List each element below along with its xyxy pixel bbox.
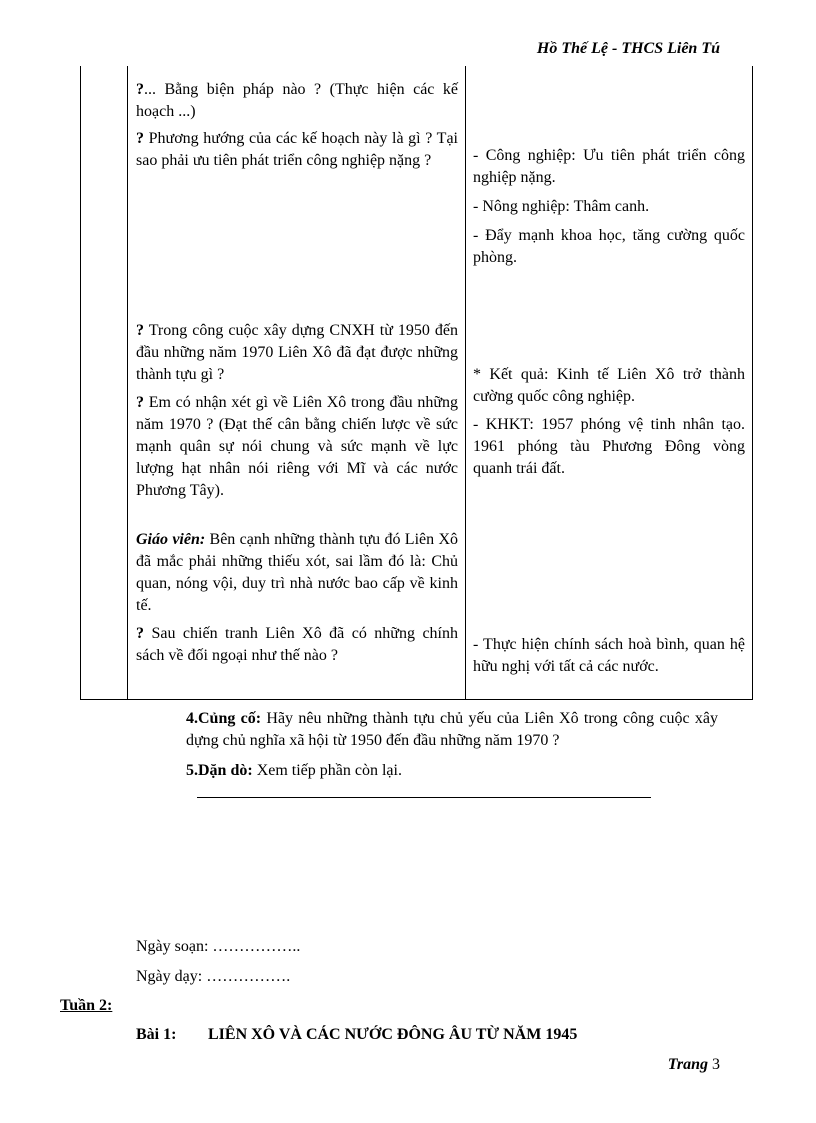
page-label: Trang	[667, 1056, 708, 1073]
teacher-note-text: Bên cạnh những thành tựu đó Liên Xô đã mắc phải những thiếu xót, sai lầm đó là: Chủ quan, nóng vội, duy trì nhà nước bao cấp về kinh tế.	[136, 531, 459, 614]
table-teacher-note-cell	[136, 529, 458, 617]
section-4-text: Hãy nêu những thành tựu chủ yếu của Liên Xô trong công cuộc xây dựng chủ nghĩa xã hội từ 1950 đến đầu những năm 1970 ?	[186, 710, 718, 749]
question-text: Phương hướng của các kế hoạch này là gì ? Tại sao phải ưu tiên phát triển công nghiệp nặng ?	[136, 130, 458, 169]
table-answer-cell: - Đẩy mạnh khoa học, tăng cường quốc phòng.	[473, 227, 745, 266]
table-border-right	[752, 66, 753, 699]
table-question-cell	[136, 128, 458, 172]
section-homework	[186, 762, 402, 780]
table-question-cell	[136, 392, 458, 502]
table-border-left	[80, 66, 81, 699]
question-mark: ?	[136, 81, 144, 98]
lesson-title: LIÊN XÔ VÀ CÁC NƯỚC ĐÔNG ÂU TỪ NĂM 1945	[208, 1026, 578, 1043]
section-5-text: Xem tiếp phần còn lại.	[252, 762, 402, 779]
question-text: Em có nhận xét gì về Liên Xô trong đầu những năm 1970 ? (Đạt thế cân bằng chiến lược về sức mạnh quân sự nói chung và sức mạnh về lực lượng hạt nhân nói riêng với Mĩ và các nước Phương Tây).	[136, 394, 458, 499]
question-text: Trong công cuộc xây dựng CNXH từ 1950 đến đầu những năm 1970 Liên Xô đã đạt được những thành tựu gì ?	[136, 322, 458, 383]
table-answer-cell: * Kết quả: Kinh tế Liên Xô trở thành cường quốc công nghiệp.	[473, 366, 745, 405]
question-text: ... Bằng biện pháp nào ? (Thực hiện các kế hoạch ...)	[136, 81, 458, 120]
separator-line	[197, 797, 651, 798]
table-answer-cell: - Công nghiệp: Ưu tiên phát triển công nghiệp nặng.	[473, 147, 745, 186]
table-answer-cell: - KHKT: 1957 phóng vệ tinh nhân tạo. 1961 phóng tàu Phương Đông vòng quanh trái đất.	[473, 416, 745, 477]
question-mark: ?	[136, 394, 144, 411]
table-question-cell	[136, 79, 458, 123]
lesson-number: Bài 1:	[136, 1026, 177, 1043]
lesson-heading	[136, 1026, 577, 1044]
section-consolidation	[136, 708, 718, 752]
table-question-cell	[136, 623, 458, 667]
prep-date: Ngày soạn: ……………..	[136, 938, 301, 955]
table-answer-cell: - Nông nghiệp: Thâm canh.	[473, 198, 650, 215]
week-label: Tuần 2:	[60, 997, 113, 1014]
question-mark: ?	[136, 625, 144, 642]
page-value: 3	[708, 1056, 720, 1073]
section-4-label: 4.Củng cố:	[186, 710, 262, 727]
question-mark: ?	[136, 322, 144, 339]
table-border-divider-2	[465, 66, 466, 699]
teacher-label: Giáo viên:	[136, 531, 206, 548]
teach-date: Ngày dạy: …………….	[136, 968, 291, 985]
page-header: Hồ Thế Lệ - THCS Liên Tú	[536, 40, 720, 57]
table-question-cell	[136, 320, 458, 386]
section-5-label: 5.Dặn dò:	[186, 762, 253, 779]
question-text: Sau chiến tranh Liên Xô đã có những chính sách về đối ngoại như thế nào ?	[136, 625, 458, 664]
table-answer-cell: - Thực hiện chính sách hoà bình, quan hệ hữu nghị với tất cả các nước.	[473, 636, 745, 675]
question-mark: ?	[136, 130, 144, 147]
table-border-bottom	[80, 699, 753, 700]
page-number	[668, 1056, 720, 1074]
table-border-divider-1	[127, 66, 128, 699]
